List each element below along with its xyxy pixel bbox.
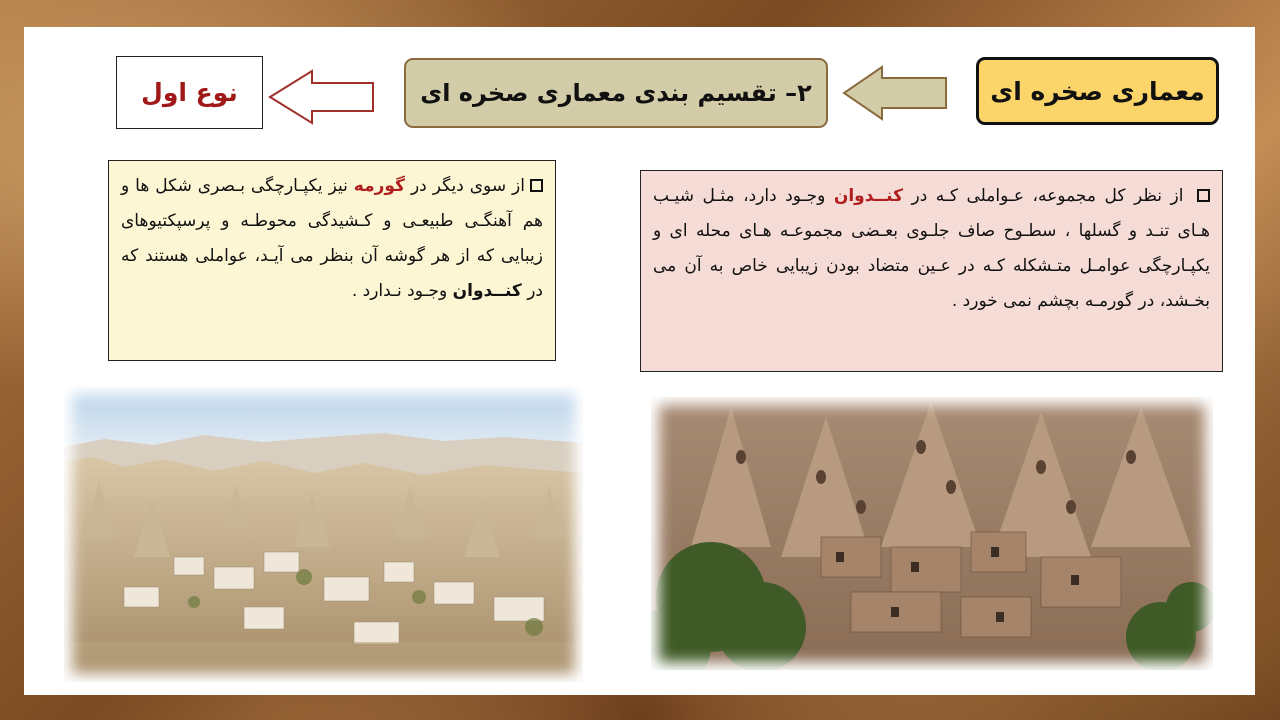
kandovan-highlight: کنــدوان <box>833 186 903 206</box>
slide <box>24 27 1255 695</box>
type-label-box <box>116 56 263 129</box>
goreme-highlight: گورمه <box>353 176 405 196</box>
arrow-left-icon <box>842 65 948 121</box>
kandovan-photo <box>651 397 1213 670</box>
kandovan-description <box>640 170 1223 372</box>
goreme-text-part3: وجـود نـدارد . <box>351 281 453 301</box>
kandovan-bold: کنــدوان <box>452 281 522 301</box>
section-heading-text: ۲– تقسیم بندی معماری صخره ای <box>420 79 812 107</box>
checkbox-bullet-icon <box>1197 189 1210 202</box>
slide-title <box>976 57 1219 125</box>
goreme-text-part1: از سوی دیگر در <box>404 176 525 196</box>
kandovan-text-part1: از نظر کل مجموعه، عـواملی کـه در <box>902 186 1192 206</box>
type-label-text: نوع اول <box>141 78 238 107</box>
checkbox-bullet-icon <box>530 179 543 192</box>
goreme-text-part2: نیز یکپـارچگی بـصری شکل ها و هم آهنگـی طبیعـی و کـشیدگی محوطـه و پرسپکتیوهای زیبایی که از هر گوشه آن بنظر می آیـد، عواملی هستند که در <box>121 176 543 301</box>
arrow-left-outline-icon <box>268 69 375 125</box>
goreme-description <box>108 160 556 361</box>
goreme-photo <box>64 387 583 682</box>
section-heading <box>404 58 828 128</box>
kandovan-text-part2: وجـود دارد، مثـل شیـب هـای تنـد و گسلها ، سطـوح صاف جلـوی بعـضی مجموعـه هـای محله ای و یکپـارچگی عوامـل متـشکله کـه در عـین متضاد بودن زیبایی خاص به آن می بخـشد، در گورمـه بچشم نمی خورد . <box>653 186 1210 311</box>
slide-title-text: معماری صخره ای <box>990 76 1205 106</box>
